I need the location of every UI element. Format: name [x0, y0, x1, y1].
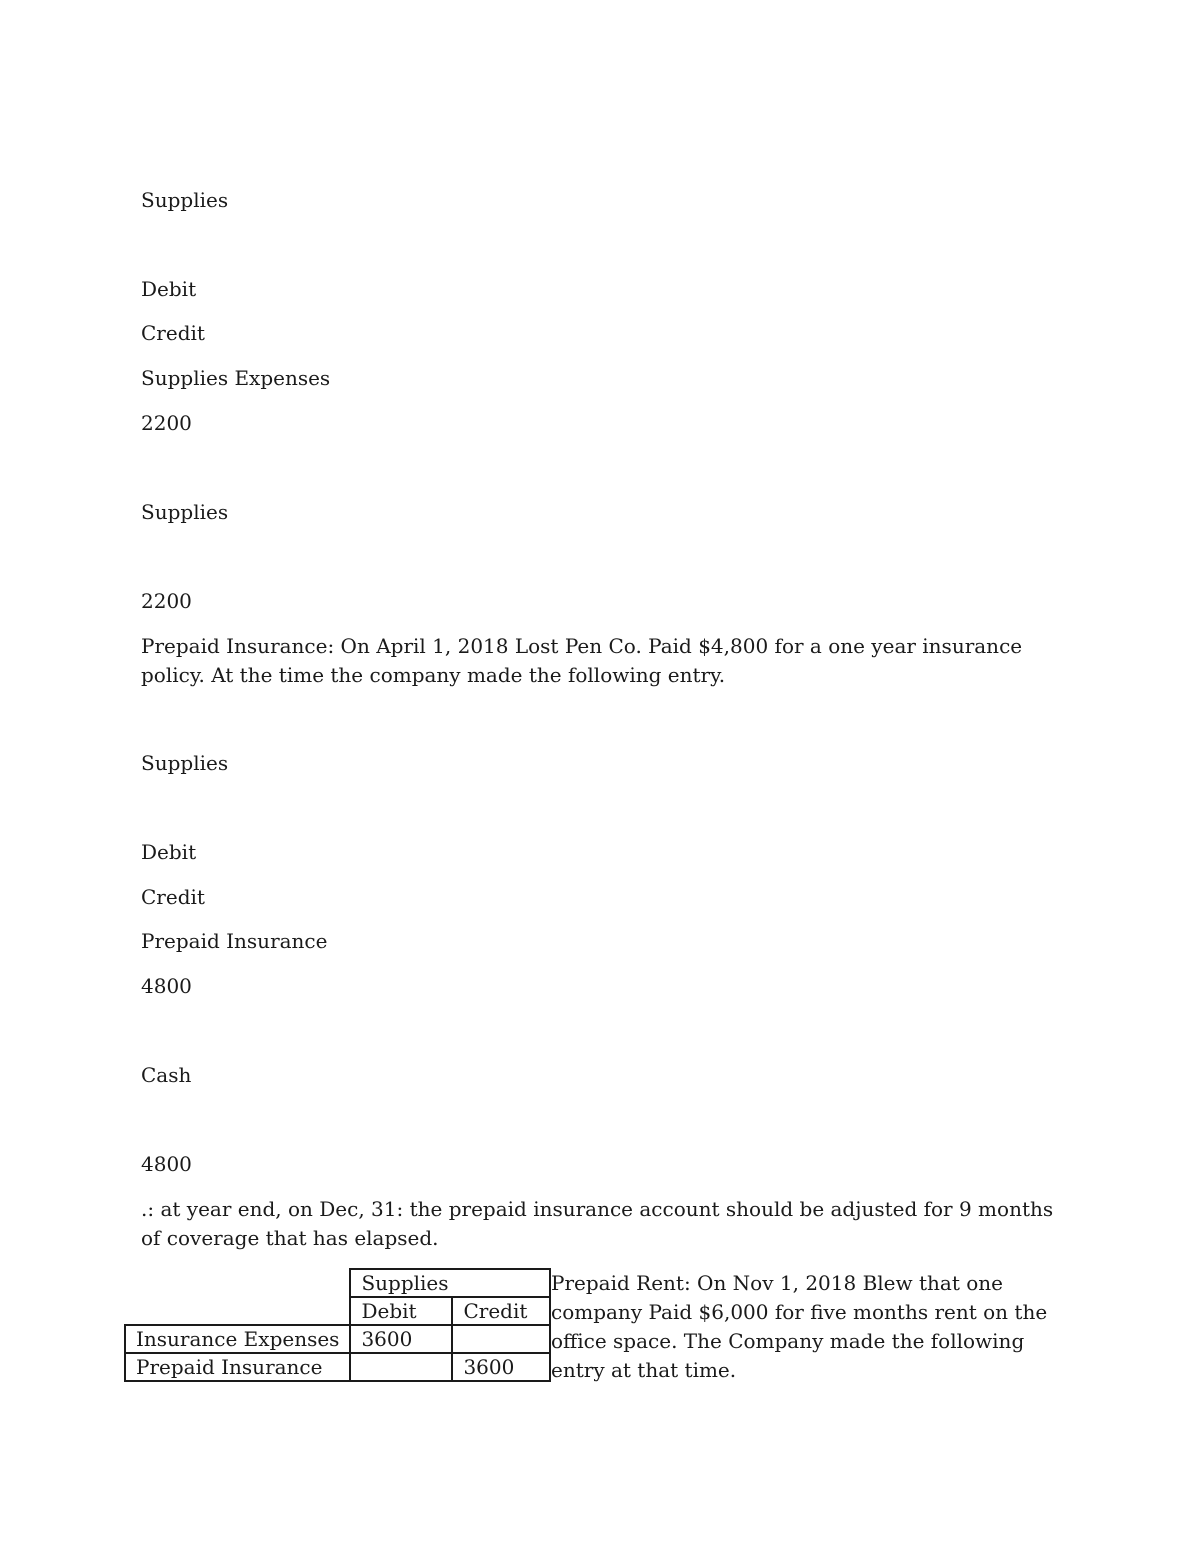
- entry2-debit-amount: 4800: [141, 974, 192, 998]
- table-title-row: [125, 1269, 550, 1297]
- table-row-account: Insurance Expenses: [125, 1325, 350, 1353]
- entry1-credit-header: Credit: [141, 321, 205, 345]
- table-row: [125, 1353, 550, 1381]
- table-row-account: Prepaid Insurance: [125, 1353, 350, 1381]
- table-row: [125, 1325, 550, 1353]
- entry2-credit-account: Cash: [141, 1063, 192, 1087]
- entry1-debit-header: Debit: [141, 277, 197, 301]
- table-header-blank: [125, 1297, 350, 1325]
- prepaid-insurance-intro: Prepaid Insurance: On April 1, 2018 Lost Pen Co. Paid $4,800 for a one year insurance policy. At the time the company made the following entry.: [141, 634, 1023, 687]
- entry2-debit-account: Prepaid Insurance: [141, 929, 328, 953]
- table-row-debit-cell: [350, 1353, 452, 1381]
- table-header-credit: Credit: [452, 1297, 550, 1325]
- entry1-credit-amount: 2200: [141, 589, 192, 613]
- table-corner-blank: [125, 1269, 350, 1297]
- adjusting-entry-table: [124, 1268, 551, 1382]
- table-header-row: [125, 1297, 550, 1325]
- entry1-credit-account: Supplies: [141, 500, 229, 524]
- entry2-title: Supplies: [141, 751, 229, 775]
- entry2-credit-amount: 4800: [141, 1152, 192, 1176]
- prepaid-rent-intro: Prepaid Rent: On Nov 1, 2018 Blew that one company Paid $6,000 for five months rent on the office space. The Company made the following entry at that time.: [551, 1271, 1048, 1382]
- entry1-title: Supplies: [141, 188, 229, 212]
- table-row-debit-cell: 3600: [350, 1325, 452, 1353]
- entry1-debit-amount: 2200: [141, 411, 192, 435]
- adjustment-note: .: at year end, on Dec, 31: the prepaid insurance account should be adjusted for 9 months of coverage that has elapsed.: [141, 1197, 1054, 1250]
- table-title: Supplies: [350, 1269, 550, 1297]
- table-header-debit-cell: Debit: [350, 1297, 452, 1325]
- entry2-credit-header: Credit: [141, 885, 205, 909]
- table-row-credit: [452, 1325, 550, 1353]
- entry1-debit-account: Supplies Expenses: [141, 366, 331, 390]
- table-row-credit: 3600: [452, 1353, 550, 1381]
- entry2-debit-header: Debit: [141, 840, 197, 864]
